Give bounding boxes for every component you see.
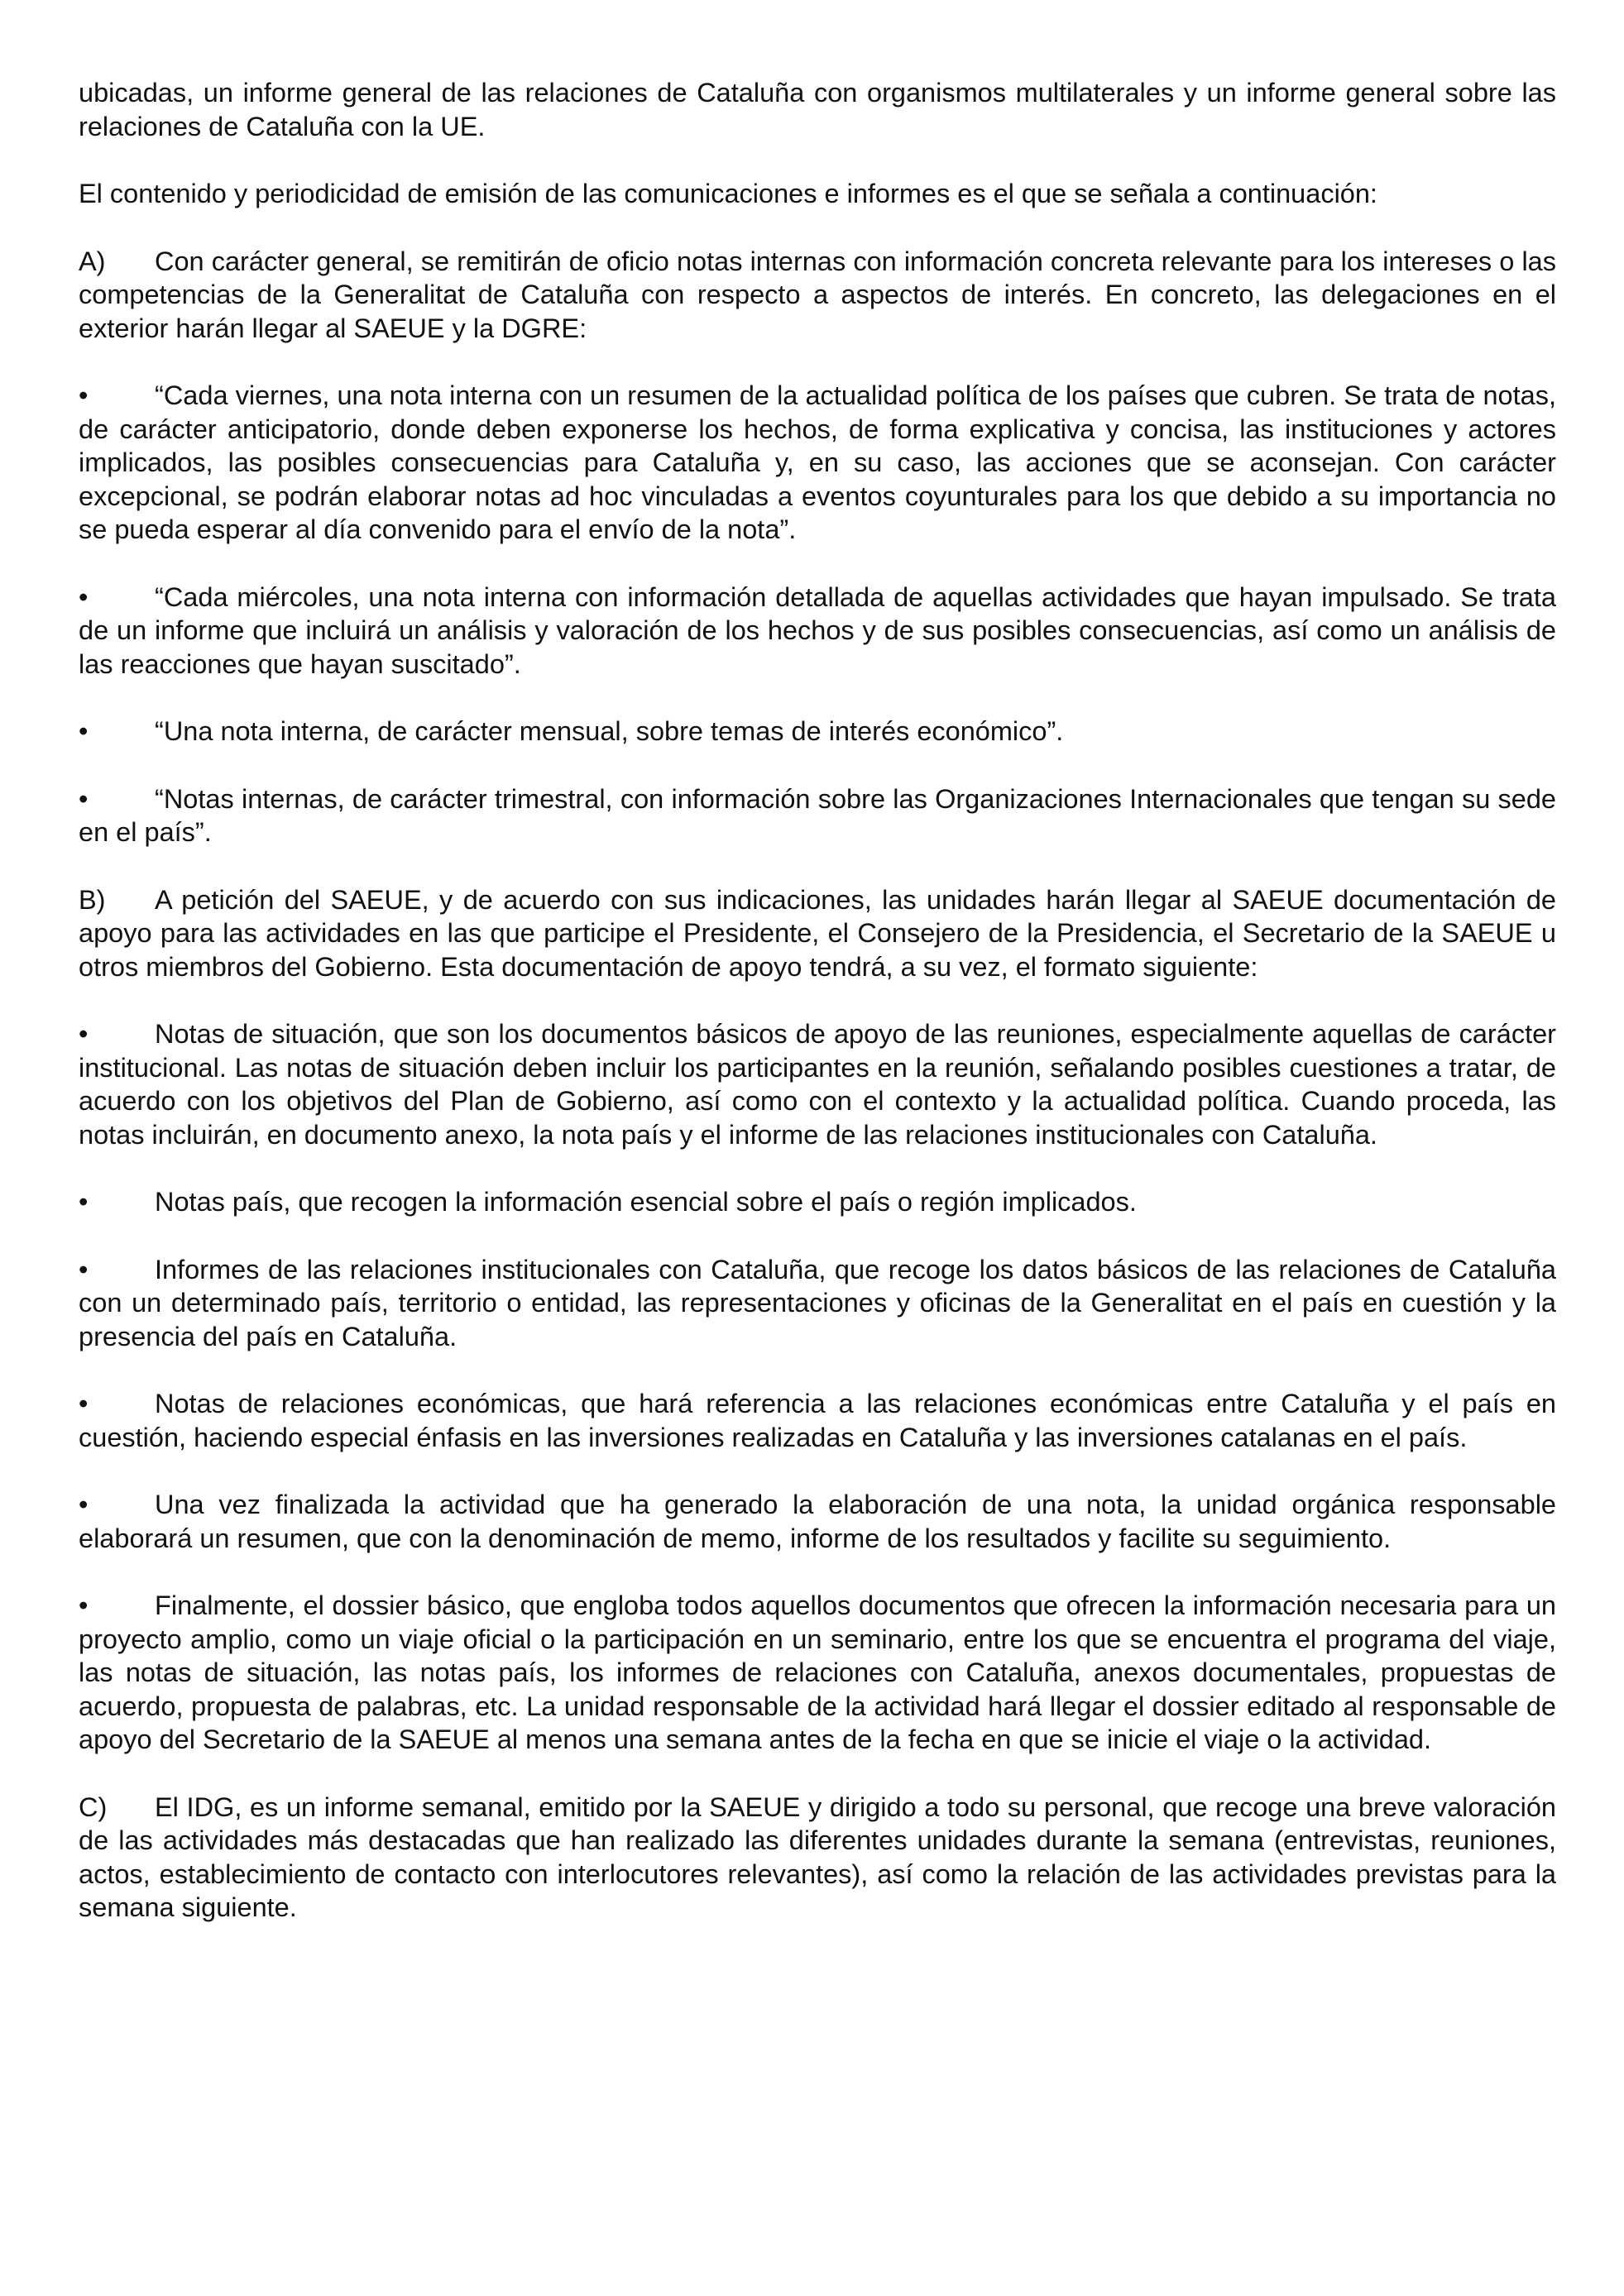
bullet-icon: • (79, 1490, 89, 1519)
section-a-bullet-4 (79, 782, 1556, 849)
bullet-icon: • (79, 1187, 89, 1217)
section-a-bullet-1 (79, 379, 1556, 547)
section-b-bullet-6 (79, 1589, 1556, 1757)
bullet-icon: • (79, 783, 89, 814)
bullet-icon: • (79, 716, 89, 746)
bullet-icon: • (79, 1590, 89, 1620)
section-b-paragraph (79, 883, 1556, 984)
section-a-bullet-2 (79, 581, 1556, 682)
bullet-text: Una vez finalizada la actividad que ha generado la elaboración de una nota, la unidad orgánica responsable elaborará un resumen, que con la denominación de memo, informe de los resultados y facilite su seguimiento. (79, 1490, 1556, 1553)
section-b-bullet-2 (79, 1185, 1556, 1219)
bullet-text: “Notas internas, de carácter trimestral, con información sobre las Organizaciones Internacionales que tengan su sede en el país”. (79, 783, 1556, 847)
section-c-marker: C) (79, 1791, 108, 1822)
section-c-text: El IDG, es un informe semanal, emitido por la SAEUE y dirigido a todo su personal, que recoge una breve valoración de las actividades más destacadas que han realizado las diferentes unidades durante la semana (entrevistas, reuniones, actos, establecimiento de contacto con interlocutores relevantes), así como la relación de las actividades previstas para la semana siguiente. (79, 1791, 1556, 1922)
bullet-text: Finalmente, el dossier básico, que engloba todos aquellos documentos que ofrecen la información necesaria para un proyecto amplio, como un viaje oficial o la participación en un seminario, entre los que se encuentra el programa del viaje, las notas de situación, las notas país, los informes de relaciones con Cataluña, anexos documentales, propuestas de acuerdo, propuesta de palabras, etc. La unidad responsable de la actividad hará llegar el dossier editado al responsable de apoyo del Secretario de la SAEUE al menos una semana antes de la fecha en que se inicie el viaje o la actividad. (79, 1590, 1556, 1754)
section-b-bullet-5 (79, 1488, 1556, 1555)
section-a-marker: A) (79, 246, 106, 276)
section-a-text: Con carácter general, se remitirán de oficio notas internas con información concreta relevante para los intereses o las competencias de la Generalitat de Cataluña con respecto a aspectos de interés. En concreto, las delegaciones en el exterior harán llegar al SAEUE y la DGRE: (79, 246, 1556, 343)
section-b-text: A petición del SAEUE, y de acuerdo con sus indicaciones, las unidades harán llegar al SAEUE documentación de apoyo para las actividades en las que participe el Presidente, el Consejero de la Presidencia, el Secretario de la SAEUE u otros miembros del Gobierno. Esta documentación de apoyo tendrá, a su vez, el formato siguiente: (79, 884, 1556, 982)
section-a-bullet-3 (79, 715, 1556, 749)
bullet-text: “Una nota interna, de carácter mensual, sobre temas de interés económico”. (155, 716, 1064, 746)
bullet-text: Notas país, que recogen la información esencial sobre el país o región implicados. (155, 1187, 1137, 1217)
section-b-bullet-4 (79, 1387, 1556, 1454)
section-a-paragraph (79, 245, 1556, 346)
bullet-text: “Cada miércoles, una nota interna con información detallada de aquellas actividades que hayan impulsado. Se trata de un informe que incluirá un análisis y valoración de los hechos y de sus posibles consecuencias, así como un análisis de las reacciones que hayan suscitado”. (79, 581, 1556, 679)
bullet-icon: • (79, 1389, 89, 1418)
section-c-paragraph (79, 1791, 1556, 1925)
section-b-bullet-1 (79, 1017, 1556, 1151)
bullet-icon: • (79, 581, 89, 612)
bullet-icon: • (79, 1254, 89, 1284)
paragraph-content-periodicity: El contenido y periodicidad de emisión de las comunicaciones e informes es el que se señala a continuación: (79, 179, 1377, 208)
bullet-icon: • (79, 1019, 89, 1049)
document-page (79, 76, 1556, 1925)
bullet-text: Notas de relaciones económicas, que hará referencia a las relaciones económicas entre Cataluña y el país en cuestión, haciendo especial énfasis en las inversiones realizadas en Cataluña y las inversiones catalanas en el país. (79, 1389, 1556, 1452)
bullet-text: Informes de las relaciones institucionales con Cataluña, que recoge los datos básicos de las relaciones de Cataluña con un determinado país, territorio o entidad, las representaciones y oficinas de la Generalitat en el país en cuestión y la presencia del país en Cataluña. (79, 1254, 1556, 1351)
paragraph-intro: ubicadas, un informe general de las relaciones de Cataluña con organismos multilaterales y un informe general sobre las relaciones de Cataluña con la UE. (79, 78, 1556, 141)
section-b-bullet-3 (79, 1253, 1556, 1354)
bullet-text: Notas de situación, que son los documentos básicos de apoyo de las reuniones, especialmente aquellas de carácter institucional. Las notas de situación deben incluir los participantes en la reunión, señalando posibles cuestiones a tratar, de acuerdo con los objetivos del Plan de Gobierno, así como con el contexto y la actualidad política. Cuando proceda, las notas incluirán, en documento anexo, la nota país y el informe de las relaciones institucionales con Cataluña. (79, 1019, 1556, 1150)
section-b-marker: B) (79, 884, 106, 915)
bullet-text: “Cada viernes, una nota interna con un resumen de la actualidad política de los países que cubren. Se trata de notas, de carácter anticipatorio, donde deben exponerse los hechos, de forma explicativa y concisa, las instituciones y actores implicados, las posibles consecuencias para Cataluña y, en su caso, las acciones que se aconsejan. Con carácter excepcional, se podrán elaborar notas ad hoc vinculadas a eventos coyunturales para los que debido a su importancia no se pueda esperar al día convenido para el envío de la nota”. (79, 380, 1556, 544)
bullet-icon: • (79, 380, 89, 410)
